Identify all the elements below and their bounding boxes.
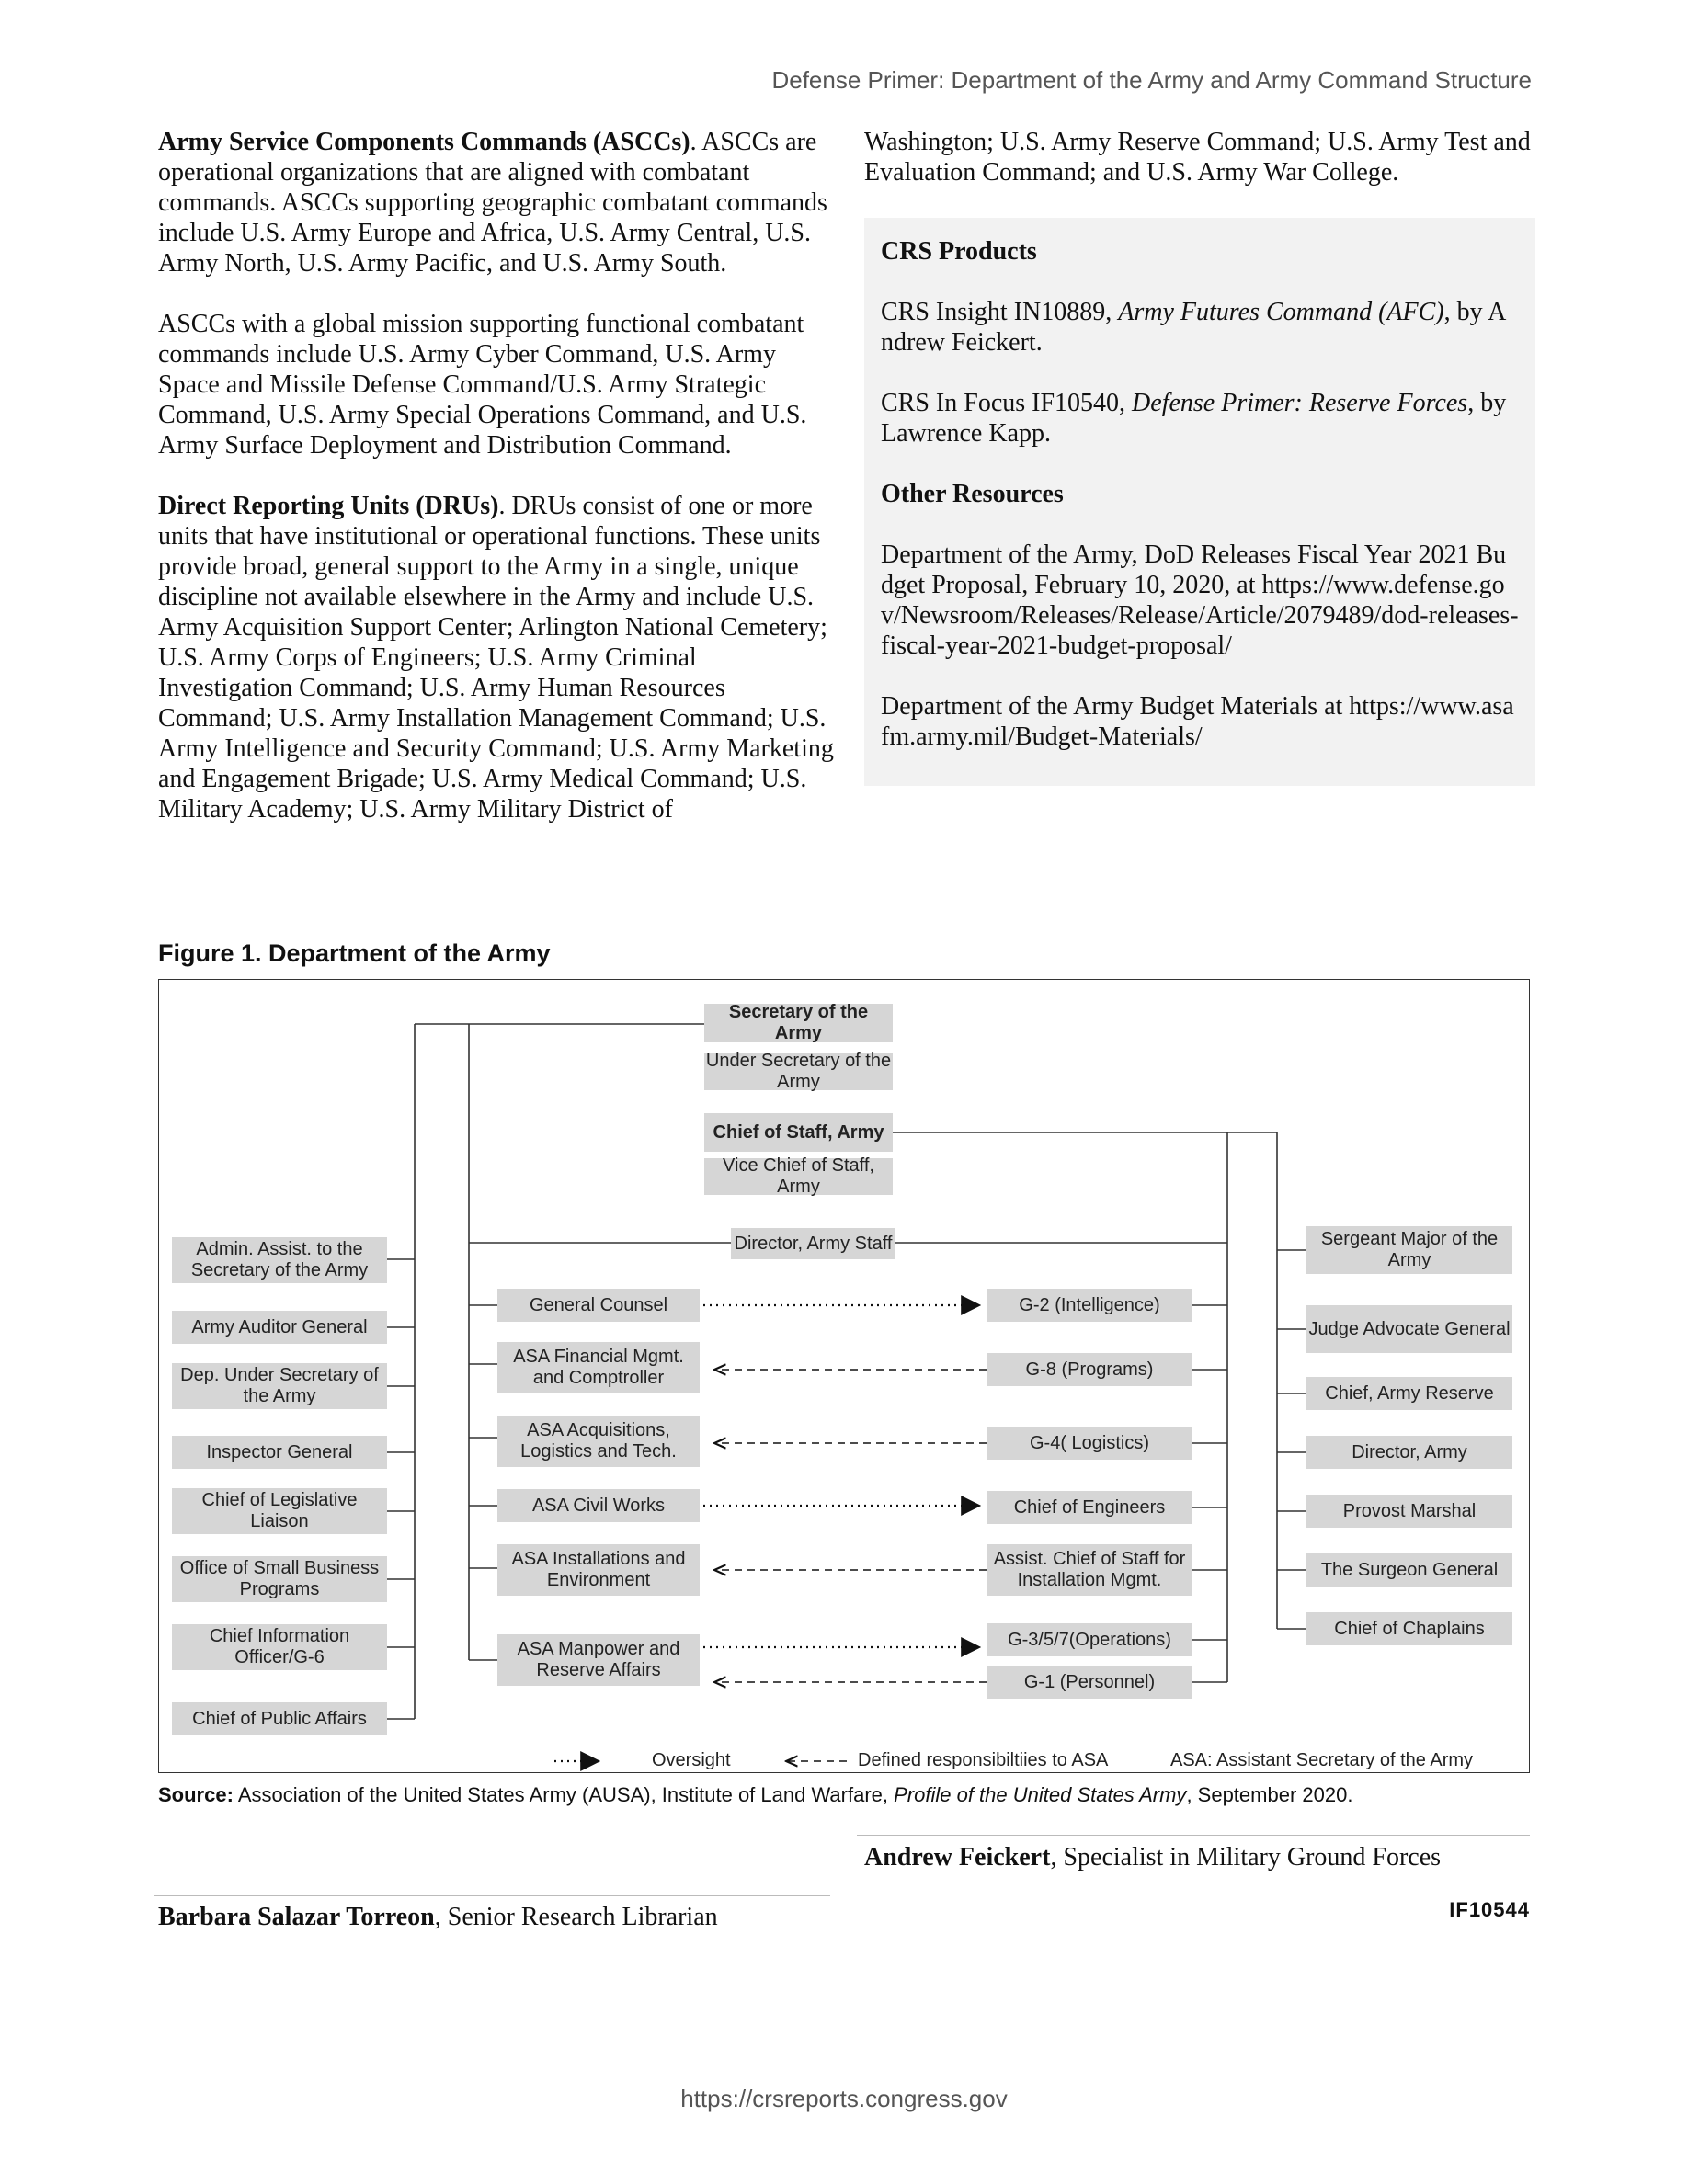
resource-item[interactable]: Department of the Army, DoD Releases Fiscal Year 2021 Budget Proposal, February 10, 2020, at https://www.defense.gov/Newsroom/Releases/Release/Article/2079489/dod-releases-fiscal-year-2021-budget-proposal/ bbox=[881, 540, 1519, 660]
legend-defined: Defined responsibiltiies to ASA bbox=[858, 1750, 1109, 1770]
author-2-name: Barbara Salazar Torreon bbox=[158, 1903, 435, 1931]
org-box-general-counsel: General Counsel bbox=[497, 1289, 700, 1322]
dru-heading: Direct Reporting Units (DRUs) bbox=[158, 492, 499, 520]
org-box-asa-acquisitions: ASA Acquisitions, Logistics and Tech. bbox=[497, 1416, 700, 1467]
org-box-admin-assist: Admin. Assist. to the Secretary of the Army bbox=[172, 1237, 387, 1283]
org-box-cio-g6: Chief Information Officer/G-6 bbox=[172, 1624, 387, 1670]
product2-title[interactable]: Defense Primer: Reserve Forces bbox=[1132, 389, 1468, 417]
source-title: Profile of the United States Army bbox=[894, 1783, 1187, 1806]
org-box-acsim: Assist. Chief of Staff for Installation Mgmt. bbox=[987, 1544, 1192, 1596]
org-box-g357: G-3/5/7(Operations) bbox=[987, 1623, 1192, 1656]
dru-paragraph bbox=[158, 491, 834, 825]
divider bbox=[154, 1895, 830, 1896]
ascc-paragraph bbox=[158, 127, 834, 279]
org-box-asa-installations: ASA Installations and Environment bbox=[497, 1544, 700, 1596]
org-box-small-business: Office of Small Business Programs bbox=[172, 1556, 387, 1602]
source-date: , September 2020. bbox=[1186, 1783, 1353, 1806]
report-id: IF10544 bbox=[1449, 1898, 1530, 1921]
continuation-paragraph: Washington; U.S. Army Reserve Command; U.S. Army Test and Evaluation Command; and U.S. Army War College. bbox=[864, 128, 1531, 187]
source-label: Source: bbox=[158, 1783, 234, 1806]
product-item bbox=[881, 297, 1519, 358]
org-box-chief-of-engineers: Chief of Engineers bbox=[987, 1491, 1192, 1524]
secretary-of-the-army: Secretary of the Army bbox=[704, 1004, 893, 1042]
figure-title: Figure 1. Department of the Army bbox=[158, 939, 551, 967]
crs-products-box bbox=[864, 218, 1535, 786]
org-box-dep-under-secretary: Dep. Under Secretary of the Army bbox=[172, 1363, 387, 1409]
figure-source bbox=[158, 1783, 1352, 1807]
org-box-public-affairs: Chief of Public Affairs bbox=[172, 1702, 387, 1735]
legend-asa: ASA: Assistant Secretary of the Army bbox=[1170, 1750, 1474, 1770]
org-box-army-reserve: Chief, Army Reserve bbox=[1306, 1377, 1512, 1410]
ascc-global-paragraph: ASCCs with a global mission supporting functional combatant commands include U.S. Army Cyber Command, U.S. Army Space and Missile Defense Command/U.S. Army Strategic Command, U.S. Army Special Operations Command, and U.S. Army Surface Deployment and Distribution Command. bbox=[158, 310, 807, 460]
org-box-provost-marshal: Provost Marshal bbox=[1306, 1495, 1512, 1528]
source-text: Association of the United States Army (AUSA), Institute of Land Warfare, bbox=[233, 1783, 895, 1806]
other-resources-heading: Other Resources bbox=[881, 480, 1064, 508]
org-box-auditor-general: Army Auditor General bbox=[172, 1311, 387, 1344]
chief-of-staff-army: Chief of Staff, Army bbox=[704, 1113, 893, 1152]
org-box-chief-of-chaplains: Chief of Chaplains bbox=[1306, 1612, 1512, 1645]
vice-chief-of-staff: Vice Chief of Staff, Army bbox=[704, 1158, 893, 1195]
org-box-asa-manpower: ASA Manpower and Reserve Affairs bbox=[497, 1634, 700, 1686]
under-secretary-of-the-army: Under Secretary of the Army bbox=[705, 1051, 892, 1092]
left-column bbox=[158, 127, 834, 855]
org-box-g8: G-8 (Programs) bbox=[987, 1353, 1192, 1386]
running-header: Defense Primer: Department of the Army and Army Command Structure bbox=[771, 66, 1532, 94]
org-chart bbox=[158, 979, 1530, 1773]
author-2 bbox=[158, 1903, 718, 1932]
legend-oversight: Oversight bbox=[652, 1750, 731, 1770]
author-1-role: , Specialist in Military Ground Forces bbox=[1050, 1843, 1442, 1871]
org-box-asa-civil-works: ASA Civil Works bbox=[497, 1489, 700, 1522]
right-column bbox=[864, 127, 1535, 786]
org-box-legislative-liaison: Chief of Legislative Liaison bbox=[172, 1488, 387, 1534]
product1-suffix: , by Andrew Feickert. bbox=[881, 298, 1507, 357]
org-box-sergeant-major: Sergeant Major of the Army bbox=[1306, 1226, 1512, 1274]
author-1 bbox=[864, 1843, 1441, 1872]
product2-suffix: , by Lawrence Kapp. bbox=[881, 389, 1507, 448]
ascc-heading: Army Service Components Commands (ASCCs) bbox=[158, 128, 690, 156]
product2-prefix: CRS In Focus IF10540, bbox=[881, 389, 1133, 417]
product1-title[interactable]: Army Futures Command (AFC) bbox=[1118, 298, 1444, 326]
author-2-role: , Senior Research Librarian bbox=[434, 1903, 718, 1931]
ascc-text: . ASCCs are operational organizations that are aligned with combatant commands. ASCCs supporting geographic combatant commands include U.S. Army Europe and Africa, U.S. Army Central, U.S. Army North, U.S. Army Pacific, and U.S. Army South. bbox=[158, 128, 827, 278]
divider bbox=[857, 1835, 1530, 1836]
product1-prefix: CRS Insight IN10889, bbox=[881, 298, 1119, 326]
org-box-g1: G-1 (Personnel) bbox=[987, 1666, 1192, 1699]
org-box-g2: G-2 (Intelligence) bbox=[987, 1289, 1192, 1322]
org-box-director-army: Director, Army bbox=[1306, 1436, 1512, 1469]
director-army-staff: Director, Army Staff bbox=[731, 1228, 895, 1259]
resource-item[interactable]: Department of the Army Budget Materials at https://www.asafm.army.mil/Budget-Materials/ bbox=[881, 692, 1514, 751]
org-box-judge-advocate: Judge Advocate General bbox=[1306, 1305, 1512, 1353]
dru-text: . DRUs consist of one or more units that have institutional or operational functions. These units provide broad, general support to the Army in a single, unique discipline not available elsewhere in the Army and include U.S. Army Acquisition Support Center; Arlington National Cemetery; U.S. Army Corps of Engineers; U.S. Army Criminal Investigation Command; U.S. Army Human Resources Command; U.S. Army Installation Management Command; U.S. Army Intelligence and Security Command; U.S. Army Marketing and Engagement Brigade; U.S. Army Medical Command; U.S. Military Academy; U.S. Army Military District of bbox=[158, 492, 834, 824]
products-heading: CRS Products bbox=[881, 237, 1037, 266]
author-1-name: Andrew Feickert bbox=[864, 1843, 1051, 1871]
footer-url[interactable]: https://crsreports.congress.gov bbox=[680, 2085, 1008, 2112]
org-box-surgeon-general: The Surgeon General bbox=[1306, 1553, 1512, 1587]
product-item bbox=[881, 388, 1519, 449]
org-box-g4: G-4( Logistics) bbox=[987, 1427, 1192, 1460]
org-box-inspector-general: Inspector General bbox=[172, 1436, 387, 1469]
org-box-asa-financial: ASA Financial Mgmt. and Comptroller bbox=[497, 1342, 700, 1393]
